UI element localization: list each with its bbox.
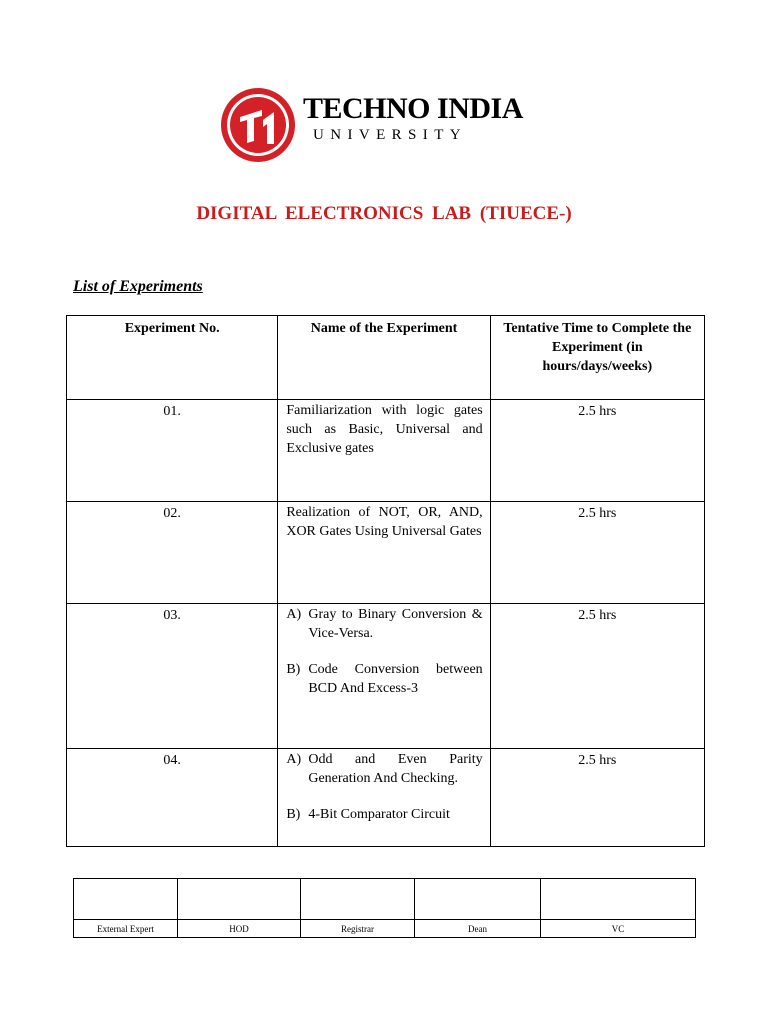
sub-item-text: Odd and Even Parity Generation And Checking. xyxy=(308,752,483,786)
experiment-time: 2.5 hrs xyxy=(490,604,704,749)
sub-item xyxy=(286,805,482,824)
experiment-name xyxy=(278,749,490,847)
sub-item-text: Code Conversion between BCD And Excess-3 xyxy=(308,662,483,696)
sub-item xyxy=(286,605,482,643)
university-logo xyxy=(219,86,539,164)
header-experiment-name: Name of the Experiment xyxy=(278,316,490,400)
experiment-time: 2.5 hrs xyxy=(490,749,704,847)
sub-item-marker: A) xyxy=(286,752,302,767)
sub-item xyxy=(286,660,482,698)
signature-box xyxy=(301,879,415,920)
experiment-number: 01. xyxy=(67,400,278,502)
signature-label-vc: VC xyxy=(541,920,696,938)
signature-box xyxy=(74,879,178,920)
signature-box xyxy=(415,879,541,920)
list-heading: List of Experiments xyxy=(73,278,203,295)
table-header-row xyxy=(67,316,705,400)
experiment-number: 04. xyxy=(67,749,278,847)
university-logo-icon xyxy=(219,86,297,164)
signature-table xyxy=(73,878,696,938)
experiment-name: Realization of NOT, OR, AND, XOR Gates Using Universal Gates xyxy=(278,502,490,604)
experiment-time: 2.5 hrs xyxy=(490,502,704,604)
sub-item-text: Gray to Binary Conversion & Vice-Versa. xyxy=(308,607,483,641)
sub-item-marker: B) xyxy=(286,807,301,822)
signature-space-row xyxy=(74,879,696,920)
sub-item-text: 4-Bit Comparator Circuit xyxy=(308,807,450,822)
experiment-name xyxy=(278,604,490,749)
signature-label-registrar: Registrar xyxy=(301,920,415,938)
signature-label-external-expert: External Expert xyxy=(74,920,178,938)
signature-box xyxy=(178,879,301,920)
sub-item-marker: A) xyxy=(286,607,302,622)
experiment-number: 02. xyxy=(67,502,278,604)
header-experiment-no: Experiment No. xyxy=(67,316,278,400)
signature-box xyxy=(541,879,696,920)
table-row xyxy=(67,400,705,502)
experiment-name: Familiarization with logic gates such as Basic, Universal and Exclusive gates xyxy=(278,400,490,502)
university-name: TECHNO INDIA xyxy=(303,92,523,125)
experiment-time: 2.5 hrs xyxy=(490,400,704,502)
signature-label-row xyxy=(74,920,696,938)
signature-label-hod: HOD xyxy=(178,920,301,938)
experiment-number: 03. xyxy=(67,604,278,749)
experiments-table xyxy=(66,315,705,847)
table-row xyxy=(67,604,705,749)
lab-title: DIGITAL ELECTRONICS LAB (TIUECE-) xyxy=(196,203,572,224)
header-tentative-time: Tentative Time to Complete the Experiment (in hours/days/weeks) xyxy=(490,316,704,400)
sub-item-marker: B) xyxy=(286,662,301,677)
table-row xyxy=(67,502,705,604)
signature-label-dean: Dean xyxy=(415,920,541,938)
table-row xyxy=(67,749,705,847)
university-subtitle: UNIVERSITY xyxy=(313,127,467,143)
sub-item xyxy=(286,750,482,788)
